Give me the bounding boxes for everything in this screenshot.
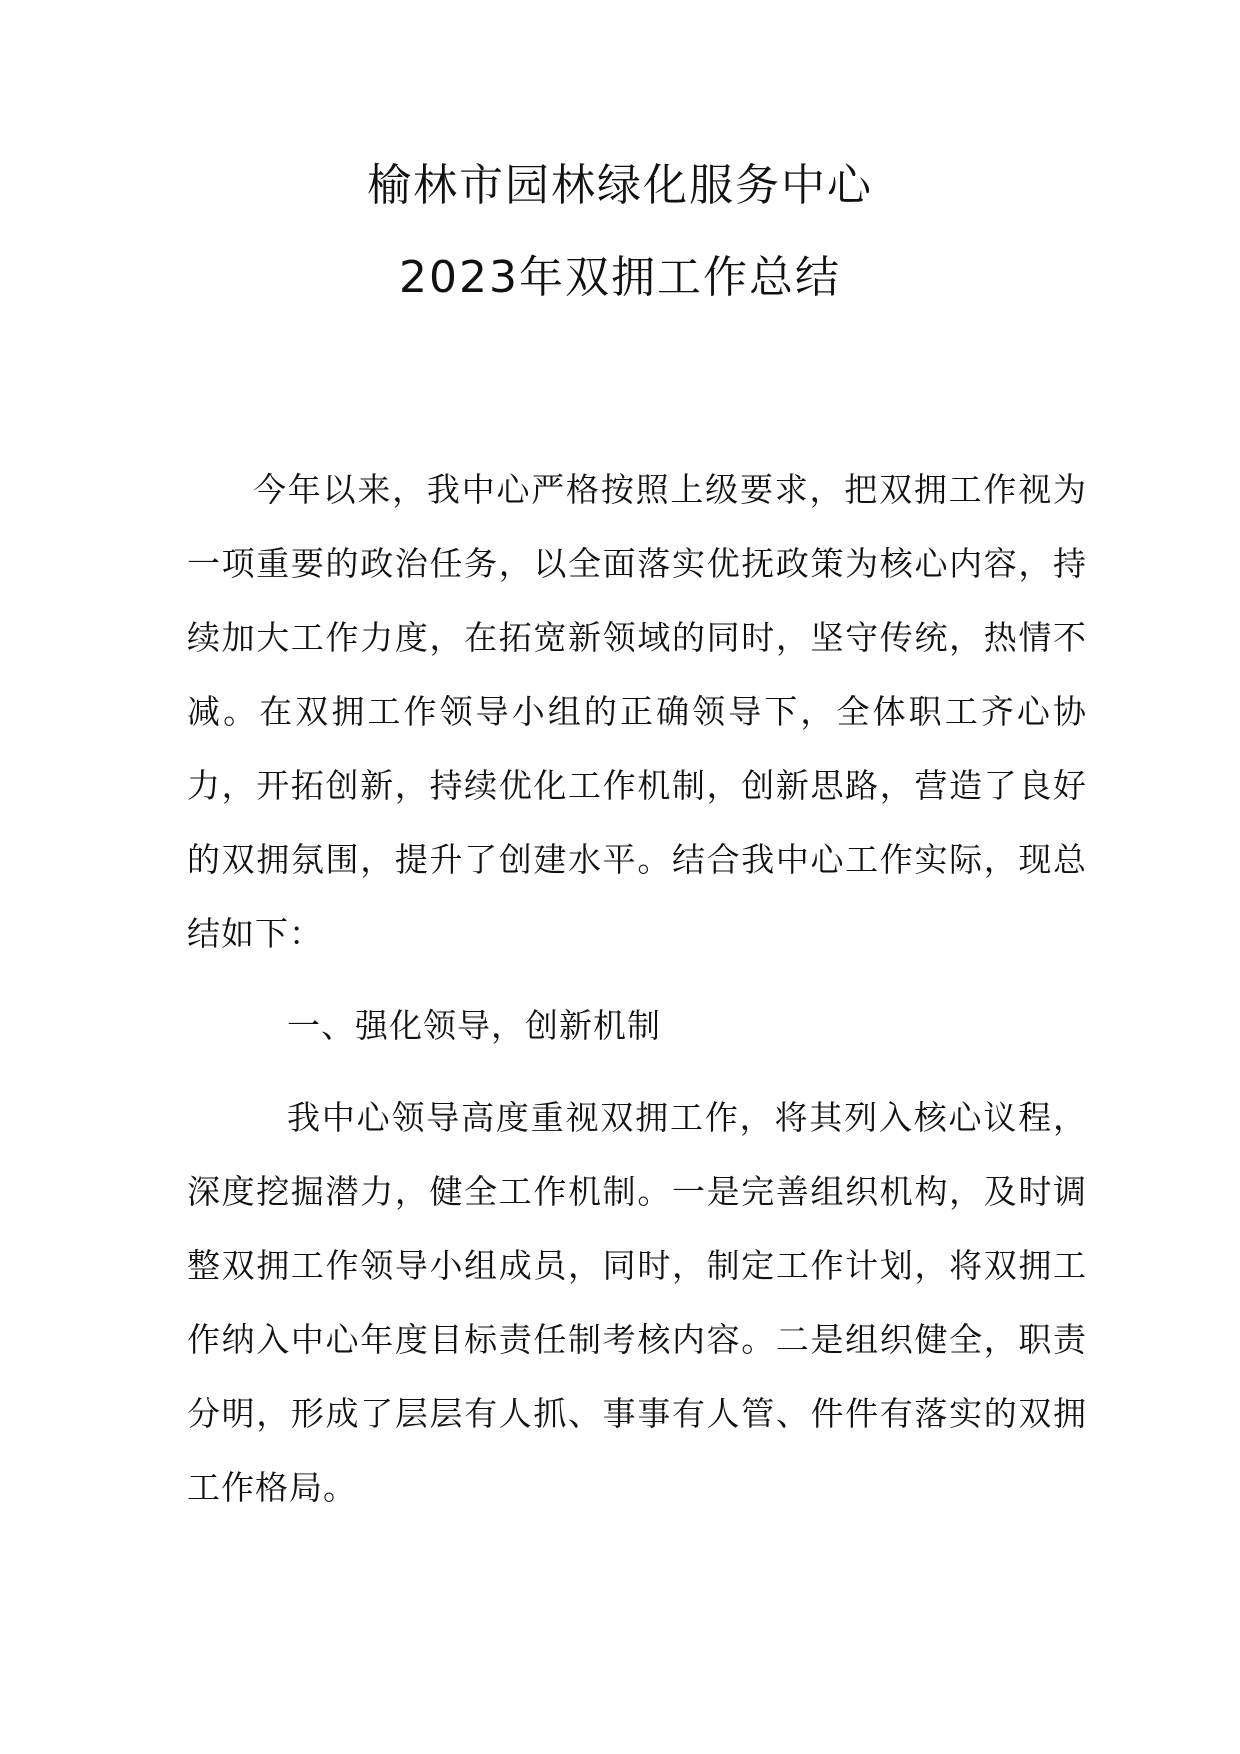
title-line-1: 榆林市园林绿化服务中心 [367, 160, 873, 211]
document-title [0, 160, 1240, 304]
document-body [187, 453, 1087, 1525]
section-1-heading: 一、强化领导，创新机制 [287, 1006, 661, 1045]
section-1-paragraph: 我中心领导高度重视双拥工作，将其列入核心议程，深度挖掘潜力，健全工作机制。一是完善组织机构，及时调整双拥工作领导小组成员，同时，制定工作计划，将双拥工作纳入中心年度目标责任制考核内容。二是组织健全，职责分明，形成了层层有人抓、事事有人管、件件有落实的双拥工作格局。 [187, 1098, 1087, 1507]
intro-paragraph: 今年以来，我中心严格按照上级要求，把双拥工作视为一项重要的政治任务，以全面落实优抚政策为核心内容，持续加大工作力度，在拓宽新领域的同时，坚守传统，热情不减。在双拥工作领导小组的正确领导下，全体职工齐心协力，开拓创新，持续优化工作机制，创新思路，营造了良好的双拥氛围，提升了创建水平。结合我中心工作实际，现总结如下： [187, 470, 1087, 953]
title-line-2: 2023年双拥工作总结 [399, 252, 841, 303]
